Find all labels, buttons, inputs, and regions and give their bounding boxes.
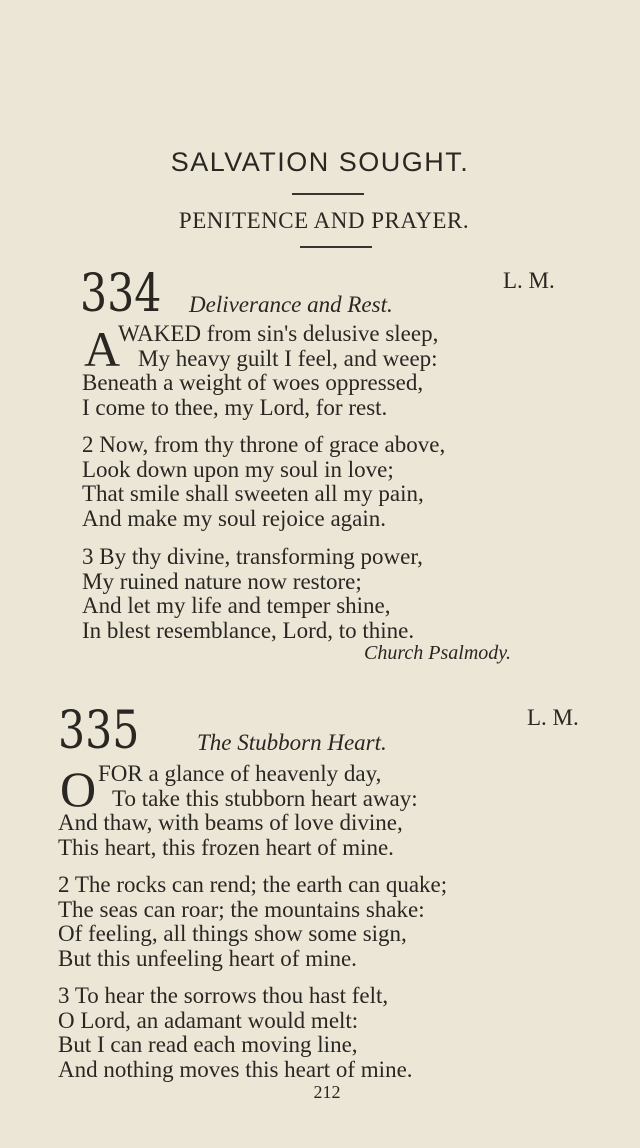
drop-cap: O xyxy=(60,761,97,817)
verse-line: Look down upon my soul in love; xyxy=(82,456,394,482)
drop-cap: A xyxy=(84,321,121,377)
verse-line: 3 To hear the sorrows thou hast felt, xyxy=(58,983,389,1008)
verse-2 xyxy=(58,873,447,972)
page-number: 212 xyxy=(313,1082,341,1102)
verse-line: 2 The rocks can rend; the earth can quake; xyxy=(58,872,448,897)
verse-line: And make my soul rejoice again. xyxy=(82,506,387,532)
verse-line: And let my life and temper shine, xyxy=(82,593,391,619)
verse-line: WAKED from sin's delusive sleep, xyxy=(118,321,439,346)
section-title: SALVATION SOUGHT. xyxy=(170,147,470,177)
verse-line: And thaw, with beams of love divine, xyxy=(58,810,403,836)
verse-line: Of feeling, all things show some sign, xyxy=(58,921,407,947)
hymn-title: The Stubborn Heart. xyxy=(197,730,387,755)
verse-3 xyxy=(58,984,413,1083)
hymn-number: 335 xyxy=(58,701,140,761)
verse-line: 3 By thy divine, transforming power, xyxy=(82,544,423,569)
verse-line: But this unfeeling heart of mine. xyxy=(58,946,357,972)
verse-line: To take this stubborn heart away: xyxy=(112,785,418,811)
verse-1 xyxy=(58,762,418,861)
hymn-meter: L. M. xyxy=(503,268,555,293)
verse-line: I come to thee, my Lord, for rest. xyxy=(82,395,388,421)
verse-line: O Lord, an adamant would melt: xyxy=(58,1007,359,1033)
verse-line: But I can read each moving line, xyxy=(58,1032,358,1058)
verse-line: FOR a glance of heavenly day, xyxy=(98,761,382,786)
verse-line: In blest resemblance, Lord, to thine. xyxy=(82,618,415,644)
verse-line: 2 Now, from thy throne of grace above, xyxy=(82,432,446,457)
verse-line: Beneath a weight of woes oppressed, xyxy=(82,370,424,396)
hymn-title: Deliverance and Rest. xyxy=(189,292,393,317)
verse-3 xyxy=(82,545,423,644)
verse-line: And nothing moves this heart of mine. xyxy=(58,1057,413,1083)
attribution: Church Psalmody. xyxy=(364,642,512,664)
verse-line: My heavy guilt I feel, and weep: xyxy=(138,345,438,371)
title-rule xyxy=(292,193,364,195)
verse-line: That smile shall sweeten all my pain, xyxy=(82,481,424,507)
hymn-meter: L. M. xyxy=(527,705,579,730)
section-subtitle: PENITENCE AND PRAYER. xyxy=(178,208,470,233)
verse-line: My ruined nature now restore; xyxy=(82,568,362,594)
hymn-number: 334 xyxy=(80,264,162,324)
verse-line: This heart, this frozen heart of mine. xyxy=(58,835,394,861)
subtitle-rule xyxy=(300,246,372,248)
verse-1 xyxy=(82,322,438,421)
verse-line: The seas can roar; the mountains shake: xyxy=(58,896,425,922)
verse-2 xyxy=(82,433,445,532)
